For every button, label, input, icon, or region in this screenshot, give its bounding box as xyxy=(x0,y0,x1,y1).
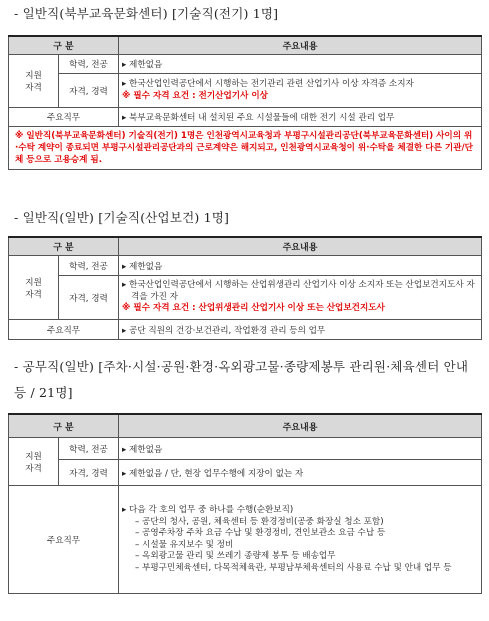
row-value-education: ▸ 제한없음 xyxy=(119,256,482,276)
duty-item: – 시설물 유지보수 및 정비 xyxy=(135,539,234,550)
header-content: 주요내용 xyxy=(119,36,482,55)
section1-title: - 일반직(북부교육문화센터) [기술직(전기) 1명] xyxy=(14,6,279,21)
row-value-career: ▸ 한국산업인력공단에서 시행하는 전기관리 관련 산업기사 이상 자격증 소지자 xyxy=(122,79,414,89)
row-label-education: 학력, 전공 xyxy=(59,256,119,276)
section3-table xyxy=(8,413,482,594)
header-category: 구 분 xyxy=(9,36,119,55)
row-value-career: ▸ 제한없음 / 단, 현장 업무수행에 지장이 없는 자 xyxy=(119,460,482,486)
required-qualification: ※ 필수 자격 요건 : 전기산업기사 이상 xyxy=(122,90,268,101)
row-label-education: 학력, 전공 xyxy=(59,55,119,74)
section2-table xyxy=(8,236,482,340)
duty-item: – 옥외광고물 관리 및 쓰레기 종량제 봉투 등 배송업무 xyxy=(135,551,336,561)
group-label-qualification: 지원 자격 xyxy=(9,256,59,320)
header-content: 주요내용 xyxy=(119,414,482,438)
row-value-duty: ▸ 공단 직원의 건강·보건관리, 작업환경 관리 등의 업무 xyxy=(119,320,482,340)
row-value-education: ▸ 제한없음 xyxy=(119,55,482,74)
header-content: 주요내용 xyxy=(119,237,482,256)
row-label-career: 자격, 경력 xyxy=(59,460,119,486)
row-label-duty: 주요직무 xyxy=(9,108,119,127)
group-label-qualification: 지원 자격 xyxy=(9,438,59,486)
row-label-career: 자격, 경력 xyxy=(59,74,119,108)
required-qualification: ※ 필수 자격 요건 : 산업위생관리 산업기사 이상 또는 산업보건지도사 xyxy=(122,303,385,314)
duty-item: – 공단의 청사, 공원, 체육센터 등 환경정비(공중 화장실 청소 포함) xyxy=(135,516,384,527)
section1-table xyxy=(8,35,482,170)
header-category: 구 분 xyxy=(9,414,119,438)
row-value-education: ▸ 제한없음 xyxy=(119,438,482,460)
duty-item: – 공영주차장 주차 요금 수납 및 환경정비, 견인보관소 요금 수납 등 xyxy=(135,528,386,538)
row-label-career: 자격, 경력 xyxy=(59,276,119,320)
row-label-duty: 주요직무 xyxy=(9,320,119,340)
row-value-career: ▸ 한국산업인력공단에서 시행하는 산업위생관리 산업기사 이상 소지자 또는 산업보건지도사 자격을 가진 자 xyxy=(122,280,475,302)
duty-item: – 부평구민체육센터, 다목적체육관, 부평남부체육센터의 사용료 수납 및 안내 업무 등 xyxy=(135,562,452,573)
row-value-duty: ▸ 북부교육문화센터 내 설치된 주요 시설물들에 대한 전기 시설 관리 업무 xyxy=(119,108,482,127)
row-label-duty: 주요직무 xyxy=(9,486,119,594)
section3-title: - 공무직(일반) [주차·시설·공원·환경·옥외광고물·종량제봉투 관리원·체육센터 안내 등 / 21명] xyxy=(14,359,469,400)
duty-intro: ▸ 다음 각 호의 업무 중 하나를 수행(순환보직) xyxy=(122,505,294,515)
row-label-education: 학력, 전공 xyxy=(59,438,119,460)
group-label-qualification: 지원 자격 xyxy=(9,55,59,108)
employment-notice: ※ 일반직(북부교육문화센터) 기술직(전기) 1명은 인천광역시교육청과 부평구시설관리공단(북부교육문화센터) 사이의 위·수탁 계약이 종료되면 부평구시설관리공단과의 근로계약은 해지되고, 인천광역시교육청이 위·수탁을 체결한 다른 기관/단체 등으로 고용승계 됨. xyxy=(9,127,482,170)
header-category: 구 분 xyxy=(9,237,119,256)
section2-title: - 일반직(일반) [기술직(산업보건) 1명] xyxy=(14,210,230,225)
